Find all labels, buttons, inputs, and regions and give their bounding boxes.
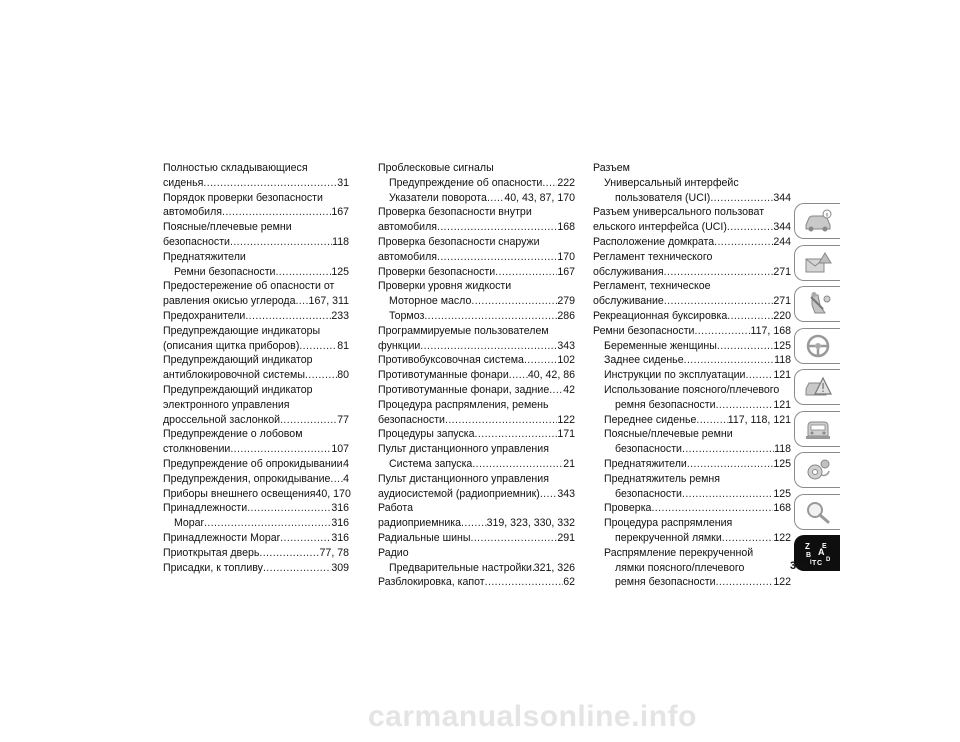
- entry-page-ref[interactable]: 121: [773, 398, 791, 411]
- index-heading-line: Порядок проверки безопасности: [163, 191, 323, 204]
- index-heading-line: Полностью складывающиеся: [163, 162, 308, 174]
- entry-term: Проверки безопасности: [378, 265, 496, 278]
- index-heading-line: Процедура распрямления, ремень: [378, 398, 549, 411]
- index-entry: [163, 516, 349, 531]
- index-heading-line: Проверка безопасности снаружи: [378, 235, 540, 248]
- car-info-icon: [803, 208, 833, 234]
- entry-page-ref[interactable]: 40, 43, 87, 170: [504, 191, 575, 204]
- entry-term: Принадлежности: [163, 502, 248, 515]
- dot-leader: [722, 531, 774, 546]
- entry-term: обслуживание: [593, 295, 664, 308]
- entry-term: Моторное масло: [389, 295, 472, 308]
- entry-term: Инструкции по эксплуатации: [604, 369, 746, 382]
- entry-term: Переднее сиденье: [604, 413, 697, 426]
- index-entry: [593, 501, 791, 516]
- entry-term: безопасности: [163, 235, 230, 248]
- entry-page-ref[interactable]: 271: [773, 295, 791, 308]
- dot-leader: [330, 472, 343, 487]
- dot-leader: [745, 368, 773, 383]
- entry-term: Присадки, к топливу: [163, 561, 263, 574]
- index-letter-a: A: [817, 547, 824, 557]
- index-entry: [593, 339, 791, 354]
- tab-search[interactable]: [794, 494, 840, 530]
- entry-term: антиблокировочной системы: [163, 369, 305, 382]
- index-entry: [378, 176, 575, 191]
- index-entry: [378, 457, 575, 472]
- dot-leader: [305, 368, 337, 383]
- index-entry: [378, 516, 575, 531]
- entry-page-ref[interactable]: 291: [557, 531, 575, 544]
- section-tabs: [794, 203, 842, 577]
- index-entry: [593, 413, 791, 428]
- entry-term: Предупреждение об опасности: [389, 176, 543, 189]
- emergency-car-icon: [803, 374, 833, 400]
- entry-page-ref[interactable]: 118: [774, 443, 791, 456]
- dot-leader: [245, 309, 331, 324]
- index-heading-line: Универсальный интерфейс: [604, 176, 739, 189]
- entry-page-ref[interactable]: 21: [563, 457, 575, 470]
- entry-page-ref[interactable]: 118: [774, 354, 791, 367]
- entry-term: Предохранители: [163, 309, 246, 322]
- entry-term: Противотуманные фонари: [378, 369, 509, 382]
- dot-leader: [684, 353, 775, 368]
- entry-page-ref[interactable]: 343: [557, 339, 575, 352]
- dot-leader: [247, 501, 331, 516]
- dot-leader: [542, 176, 557, 191]
- entry-page-ref[interactable]: 107: [331, 443, 349, 456]
- entry-page-ref[interactable]: 271: [773, 265, 791, 278]
- dot-leader: [682, 442, 774, 457]
- index-entry: [163, 309, 349, 324]
- index-entry: [593, 309, 791, 324]
- dot-leader: [259, 546, 319, 561]
- dot-leader: [694, 324, 750, 339]
- index-letter-i: I: [809, 560, 812, 566]
- index-entry: [163, 294, 349, 309]
- index-letter-e: E: [821, 543, 827, 550]
- entry-page-ref[interactable]: 343: [557, 487, 575, 500]
- entry-term: автомобиля: [163, 206, 222, 219]
- index-heading-line: лямки поясного/плечевого: [615, 561, 745, 574]
- entry-term: Предварительные настройки: [389, 561, 532, 574]
- dot-leader: [487, 191, 504, 206]
- entry-page-ref[interactable]: 40, 42, 86: [527, 369, 575, 382]
- entry-term: Ремни безопасности: [593, 324, 695, 337]
- index-heading-line: Работа: [378, 502, 413, 515]
- entry-page-ref[interactable]: 40, 170: [315, 487, 351, 500]
- dot-leader: [471, 294, 557, 309]
- dot-leader: [716, 575, 774, 590]
- entry-page-ref[interactable]: 117, 168: [750, 324, 791, 337]
- index-heading-line: Предупреждающие индикаторы: [163, 324, 321, 337]
- index-entry: [593, 487, 791, 502]
- tab-service[interactable]: [794, 411, 840, 447]
- entry-page-ref[interactable]: 42: [563, 383, 575, 396]
- dot-leader: [299, 339, 337, 354]
- index-entry: [163, 546, 349, 561]
- dot-leader: [682, 487, 773, 502]
- index-heading-line: Пульт дистанционного управления: [378, 443, 549, 456]
- entry-page-ref[interactable]: 125: [331, 265, 349, 278]
- index-heading-line: Распрямление перекрученной: [604, 546, 754, 559]
- entry-page-ref[interactable]: 122: [773, 531, 791, 544]
- index-entry: [378, 575, 575, 590]
- entry-term: сиденья: [163, 176, 204, 189]
- entry-term: Ремни безопасности: [174, 265, 276, 278]
- tab-warning-messages[interactable]: [794, 245, 840, 281]
- dot-leader: [727, 220, 773, 235]
- dot-leader: [717, 339, 773, 354]
- entry-term: Mopar: [174, 517, 205, 530]
- tab-multimedia[interactable]: [794, 452, 840, 488]
- entry-term: аудиосистемой (радиоприемник): [378, 487, 540, 500]
- entry-page-ref[interactable]: 344: [773, 191, 791, 204]
- entry-term: ельского интерфейса (UCI): [593, 221, 727, 234]
- index-entry: [593, 191, 791, 206]
- dot-leader: [696, 413, 727, 428]
- index-entry: [163, 457, 349, 472]
- index-heading-line: Предупреждение о лобовом: [163, 428, 303, 441]
- entry-page-ref[interactable]: 77: [337, 413, 349, 426]
- index-entry: [378, 427, 575, 442]
- entry-page-ref[interactable]: 102: [557, 354, 575, 367]
- entry-term: Радиальные шины: [378, 531, 471, 544]
- index-entry: [593, 398, 791, 413]
- index-entry: [163, 205, 349, 220]
- index-entry: [163, 487, 349, 502]
- entry-page-ref[interactable]: 220: [773, 309, 791, 322]
- index-letter-t: T: [811, 560, 816, 566]
- entry-term: Процедуры запуска: [378, 428, 475, 441]
- entry-term: перекрученной лямки: [615, 531, 722, 544]
- index-entry: [378, 383, 575, 398]
- dot-leader: [687, 457, 773, 472]
- index-heading-line: Преднатяжители: [163, 250, 246, 263]
- dot-leader: [424, 309, 557, 324]
- dot-leader: [472, 457, 563, 472]
- entry-page-ref[interactable]: 31: [337, 176, 349, 189]
- dot-leader: [716, 398, 774, 413]
- entry-term: Приборы внешнего освещения: [163, 487, 316, 500]
- dot-leader: [549, 383, 563, 398]
- index-column-3: [593, 161, 791, 590]
- entry-term: Преднатяжители: [604, 457, 687, 470]
- index-heading-line: Разъем: [593, 162, 630, 174]
- index-heading-line: Преднатяжитель ремня: [604, 472, 721, 485]
- entry-term: дроссельной заслонкой: [163, 413, 281, 426]
- entry-page-ref[interactable]: 316: [331, 517, 349, 530]
- entry-page-ref[interactable]: 167, 311: [308, 295, 349, 308]
- index-entry: [593, 353, 791, 368]
- index-entry: [378, 294, 575, 309]
- index-heading-line: Проверка безопасности внутри: [378, 206, 532, 219]
- dot-leader: [710, 191, 773, 206]
- entry-term: Принадлежности Mopar: [163, 531, 281, 544]
- entry-term: Беременные женщины: [604, 339, 717, 352]
- tab-vehicle-info[interactable]: [794, 203, 840, 239]
- index-heading-line: Разъем универсального пользоват: [593, 206, 765, 219]
- entry-page-ref[interactable]: 125: [773, 487, 791, 500]
- index-heading-line: Программируемые пользователем: [378, 324, 549, 337]
- index-entry: [378, 309, 575, 324]
- index-heading-line: Поясные/плечевые ремни: [163, 221, 292, 234]
- entry-page-ref[interactable]: 125: [773, 339, 791, 352]
- index-entry: [163, 501, 349, 516]
- entry-term: Расположение домкрата: [593, 235, 715, 248]
- envelope-warning-icon: [803, 250, 833, 276]
- index-column-1: [163, 161, 349, 575]
- index-entry: [163, 265, 349, 280]
- index-heading-line: Предостережение об опасности от: [163, 280, 335, 293]
- entry-page-ref[interactable]: 77, 78: [319, 546, 349, 559]
- dot-leader: [204, 516, 331, 531]
- index-entry: [378, 339, 575, 354]
- index-heading-line: Использование поясного/плечевого: [604, 383, 780, 396]
- entry-term: столкновении: [163, 443, 231, 456]
- entry-page-ref[interactable]: 122: [557, 413, 575, 426]
- dot-leader: [495, 265, 557, 280]
- index-heading-line: Регламент, техническое: [593, 280, 711, 293]
- entry-term: безопасности: [378, 413, 445, 426]
- dot-leader: [461, 516, 487, 531]
- entry-page-ref[interactable]: 118: [332, 235, 349, 248]
- entry-term: функции: [378, 339, 421, 352]
- dot-leader: [230, 442, 331, 457]
- index-entry: [593, 220, 791, 235]
- entry-page-ref[interactable]: 167: [557, 265, 575, 278]
- index-letter-z: Z: [804, 542, 810, 551]
- dot-leader: [470, 531, 557, 546]
- index-heading-line: Регламент технического: [593, 250, 713, 263]
- entry-page-ref[interactable]: 4: [343, 472, 349, 485]
- entry-term: безопасности: [615, 487, 682, 500]
- dot-leader: [475, 427, 558, 442]
- entry-page-ref[interactable]: 81: [337, 339, 349, 352]
- entry-page-ref[interactable]: 62: [563, 576, 575, 589]
- dot-leader: [437, 250, 557, 265]
- index-entry: [378, 561, 575, 576]
- entry-term: пользователя (UCI): [615, 191, 711, 204]
- dot-leader: [664, 265, 774, 280]
- tab-emergency[interactable]: [794, 369, 840, 405]
- entry-term: ремня безопасности: [615, 398, 716, 411]
- index-letter-d: D: [825, 557, 830, 563]
- entry-term: Рекреационная буксировка: [593, 309, 728, 322]
- dot-leader: [727, 309, 773, 324]
- index-letter-c: C: [816, 560, 822, 566]
- entry-term: автомобиля: [378, 221, 437, 234]
- entry-page-ref[interactable]: 316: [331, 531, 349, 544]
- index-entry: [163, 561, 349, 576]
- index-entry: [163, 413, 349, 428]
- dot-leader: [275, 265, 331, 280]
- index-entry: [593, 442, 791, 457]
- entry-term: Противотуманные фонари, задние: [378, 383, 550, 396]
- entry-term: Предупреждение об опрокидывании: [163, 457, 343, 470]
- entry-term: Предупреждения, опрокидывание: [163, 472, 331, 485]
- index-entry: [378, 487, 575, 502]
- dot-leader: [485, 575, 564, 590]
- entry-term: Разблокировка, капот: [378, 576, 485, 589]
- index-heading-line: Предупреждающий индикатор: [163, 383, 313, 396]
- page-number: 389: [790, 560, 809, 572]
- entry-page-ref[interactable]: 4: [343, 457, 349, 470]
- index-entry: [593, 324, 791, 339]
- entry-page-ref[interactable]: 170: [557, 250, 575, 263]
- dot-leader: [263, 561, 331, 576]
- index-entry: [593, 457, 791, 472]
- tab-safety[interactable]: [794, 286, 840, 322]
- entry-page-ref[interactable]: 321, 326: [533, 561, 575, 574]
- index-entry: [163, 531, 349, 546]
- index-heading-line: Пульт дистанционного управления: [378, 472, 549, 485]
- entry-page-ref[interactable]: 309: [331, 561, 349, 574]
- index-entry: [378, 368, 575, 383]
- dot-leader: [714, 235, 773, 250]
- index-heading-line: Проверки уровня жидкости: [378, 280, 512, 293]
- dot-leader: [651, 501, 773, 516]
- entry-term: радиоприемника: [378, 517, 462, 530]
- entry-page-ref[interactable]: 316: [331, 502, 349, 515]
- index-entry: [593, 294, 791, 309]
- entry-term: Проверка: [604, 502, 652, 515]
- index-entry: [163, 442, 349, 457]
- index-entry: [593, 531, 791, 546]
- index-heading-line: Радио: [378, 546, 409, 559]
- entry-page-ref[interactable]: 125: [773, 457, 791, 470]
- index-entry: [163, 472, 349, 487]
- entry-page-ref[interactable]: 121: [773, 369, 791, 382]
- dot-leader: [420, 339, 557, 354]
- entry-term: безопасности: [615, 443, 682, 456]
- index-entry: [378, 220, 575, 235]
- dot-leader: [280, 531, 331, 546]
- dot-leader: [664, 294, 774, 309]
- entry-term: Указатели поворота: [389, 191, 487, 204]
- entry-page-ref[interactable]: 233: [331, 309, 349, 322]
- dot-leader: [445, 413, 557, 428]
- entry-page-ref[interactable]: 117, 118, 121: [727, 413, 791, 426]
- entry-term: равления окисью углерода: [163, 295, 296, 308]
- entry-term: ремня безопасности: [615, 576, 716, 589]
- index-entry: [163, 235, 349, 250]
- index-entry: [378, 413, 575, 428]
- index-entry: [378, 265, 575, 280]
- dot-leader: [295, 294, 308, 309]
- entry-term: обслуживания: [593, 265, 664, 278]
- dot-leader: [230, 235, 332, 250]
- entry-page-ref[interactable]: 319, 323, 330, 332: [486, 517, 575, 530]
- entry-page-ref[interactable]: 344: [773, 221, 791, 234]
- index-entry: [378, 531, 575, 546]
- index-letter-b: B: [805, 552, 811, 559]
- entry-term: Заднее сиденье: [604, 354, 684, 367]
- index-heading-line: электронного управления: [163, 398, 290, 411]
- index-entry: [593, 265, 791, 280]
- index-column-2: [378, 161, 575, 590]
- dot-leader: [203, 176, 337, 191]
- index-entry: [163, 176, 349, 191]
- index-entry: [163, 368, 349, 383]
- magnifier-search-icon: [803, 499, 833, 525]
- index-entry: [163, 339, 349, 354]
- media-settings-icon: [803, 457, 833, 483]
- entry-page-ref[interactable]: 80: [337, 369, 349, 382]
- entry-term: Приоткрытая дверь: [163, 546, 260, 559]
- car-service-icon: [803, 416, 833, 442]
- seatbelt-safety-icon: [803, 291, 833, 317]
- dot-leader: [437, 220, 557, 235]
- index-heading-line: Процедура распрямления: [604, 517, 733, 530]
- entry-term: Противобуксовочная система: [378, 354, 524, 367]
- dot-leader: [222, 205, 331, 220]
- entry-page-ref[interactable]: 167: [331, 206, 349, 219]
- index-entry: [378, 250, 575, 265]
- entry-page-ref[interactable]: 171: [557, 428, 575, 441]
- dot-leader: [524, 353, 557, 368]
- entry-page-ref[interactable]: 244: [773, 235, 791, 248]
- index-heading-line: Проблесковые сигналы: [378, 162, 494, 174]
- entry-term: Тормоз: [389, 309, 425, 322]
- index-entry: [378, 191, 575, 206]
- entry-page-ref[interactable]: 222: [557, 176, 575, 189]
- entry-page-ref[interactable]: 168: [557, 221, 575, 234]
- index-entry: [593, 235, 791, 250]
- entry-page-ref[interactable]: 168: [773, 502, 791, 515]
- tab-driving[interactable]: [794, 328, 840, 364]
- index-heading-line: Предупреждающий индикатор: [163, 354, 313, 367]
- entry-term: Система запуска: [389, 457, 473, 470]
- dot-leader: [540, 487, 557, 502]
- entry-term: автомобиля: [378, 250, 437, 263]
- dot-leader: [280, 413, 337, 428]
- steering-wheel-icon: [803, 333, 833, 359]
- entry-page-ref[interactable]: 279: [557, 295, 575, 308]
- index-entry: [593, 575, 791, 590]
- watermark-text: carmanualsonline.info: [368, 700, 697, 733]
- dot-leader: [509, 368, 528, 383]
- entry-page-ref[interactable]: 122: [773, 576, 791, 589]
- index-heading-line: Поясные/плечевые ремни: [604, 428, 733, 441]
- entry-term: (описания щитка приборов): [163, 339, 300, 352]
- entry-page-ref[interactable]: 286: [557, 309, 575, 322]
- index-entry: [378, 353, 575, 368]
- index-entry: [593, 368, 791, 383]
